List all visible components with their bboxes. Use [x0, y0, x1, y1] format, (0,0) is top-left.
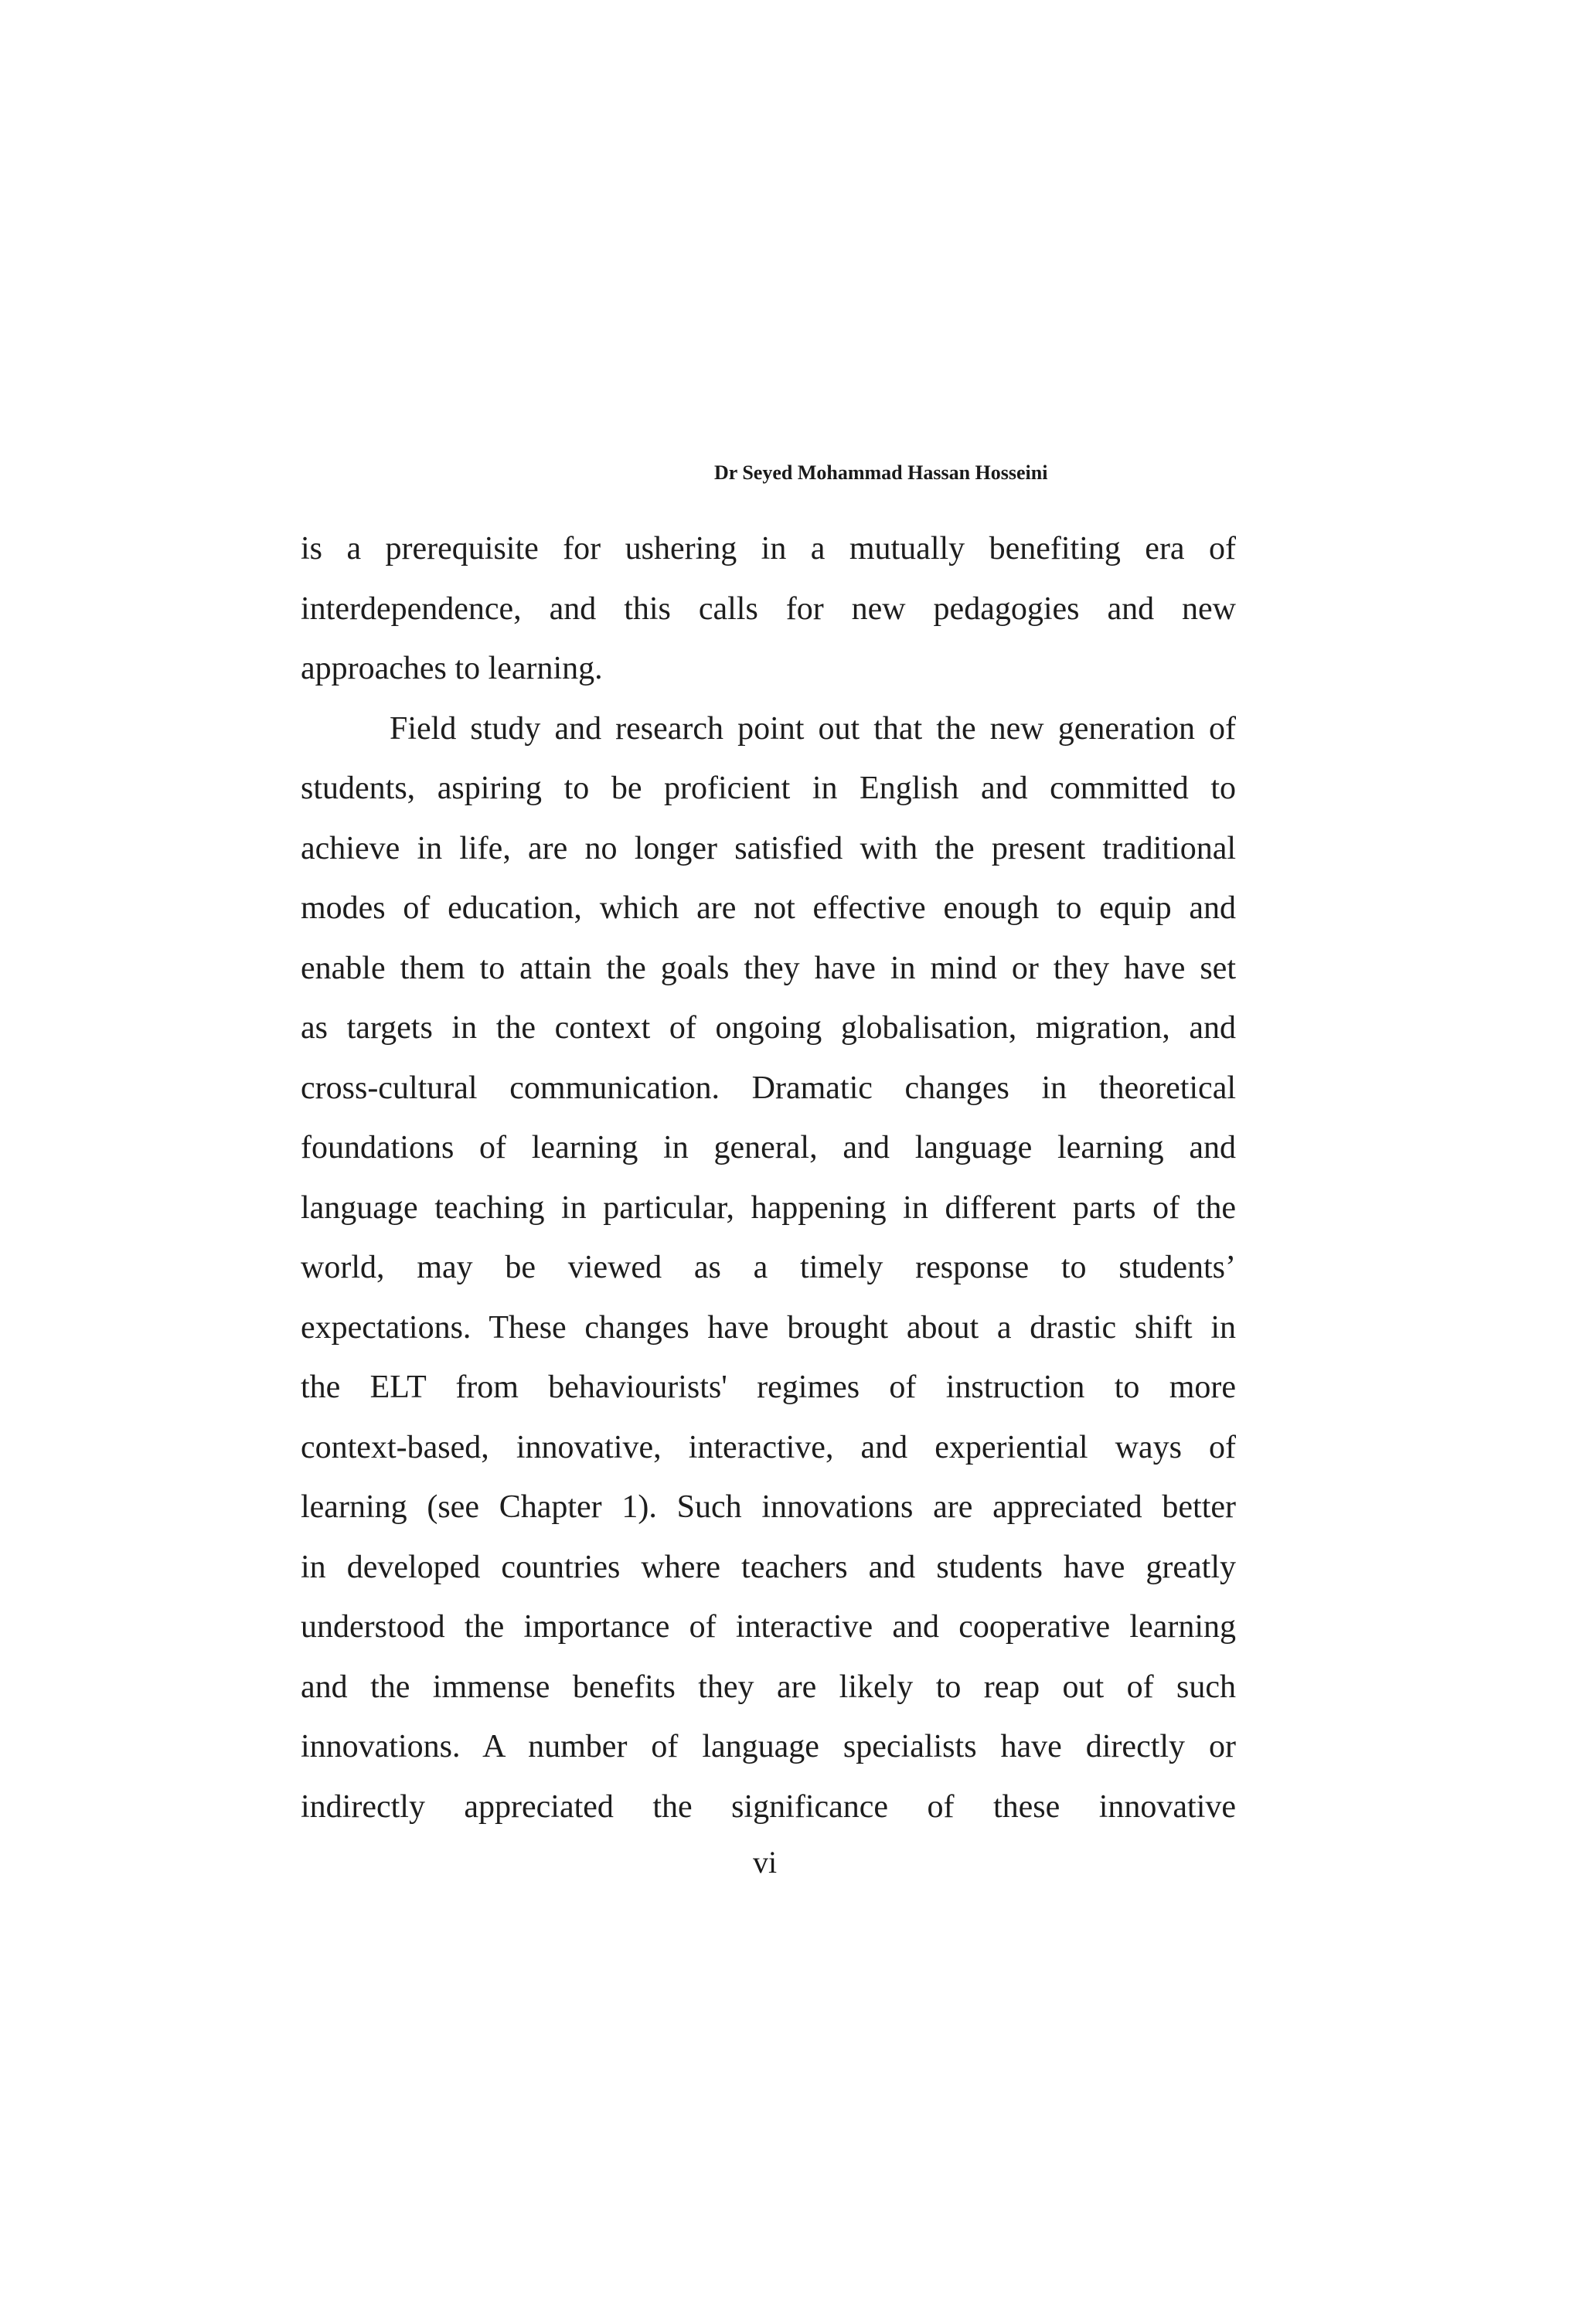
text-line: is a prerequisite for ushering in a mutually benefiting era of — [301, 531, 1236, 567]
text-line: foundations of learning in general, and language learning and — [301, 1130, 1236, 1165]
text-line: innovations. A number of language specialists have directly or — [301, 1729, 1236, 1764]
body-text — [301, 519, 1236, 1837]
paragraph-first-line: Field study and research point out that the new generation of — [390, 710, 1236, 747]
page-number: vi — [753, 1845, 778, 1880]
text-line: in developed countries where teachers and students have greatly — [301, 1549, 1236, 1585]
text-line: learning (see Chapter 1). Such innovations are appreciated better — [301, 1489, 1236, 1525]
text-line: and the immense benefits they are likely to reap out of such — [301, 1669, 1236, 1705]
text-line: approaches to learning. — [301, 651, 603, 686]
text-line: as targets in the context of ongoing globalisation, migration, and — [301, 1010, 1236, 1046]
text-line: world, may be viewed as a timely response to students’ — [301, 1250, 1236, 1285]
text-line: the ELT from behaviourists' regimes of instruction to more — [301, 1370, 1236, 1405]
running-header: Dr Seyed Mohammad Hassan Hosseini — [714, 461, 1048, 484]
text-line: students, aspiring to be proficient in English and committed to — [301, 771, 1236, 806]
text-line: context-based, innovative, interactive, and experiential ways of — [301, 1429, 1236, 1465]
text-line: interdependence, and this calls for new pedagogies and new — [301, 590, 1236, 627]
text-line: modes of education, which are not effective enough to equip and — [301, 890, 1236, 926]
text-line: achieve in life, are no longer satisfied with the present traditional — [301, 830, 1236, 866]
text-line: enable them to attain the goals they have in mind or they have set — [301, 950, 1236, 986]
text-line: language teaching in particular, happening in different parts of the — [301, 1189, 1236, 1226]
text-line: understood the importance of interactive and cooperative learning — [301, 1609, 1236, 1645]
text-line: indirectly appreciated the significance of these innovative — [301, 1788, 1236, 1825]
text-line: cross-cultural communication. Dramatic changes in theoretical — [301, 1070, 1236, 1106]
text-line: expectations. These changes have brought about a drastic shift in — [301, 1309, 1236, 1346]
